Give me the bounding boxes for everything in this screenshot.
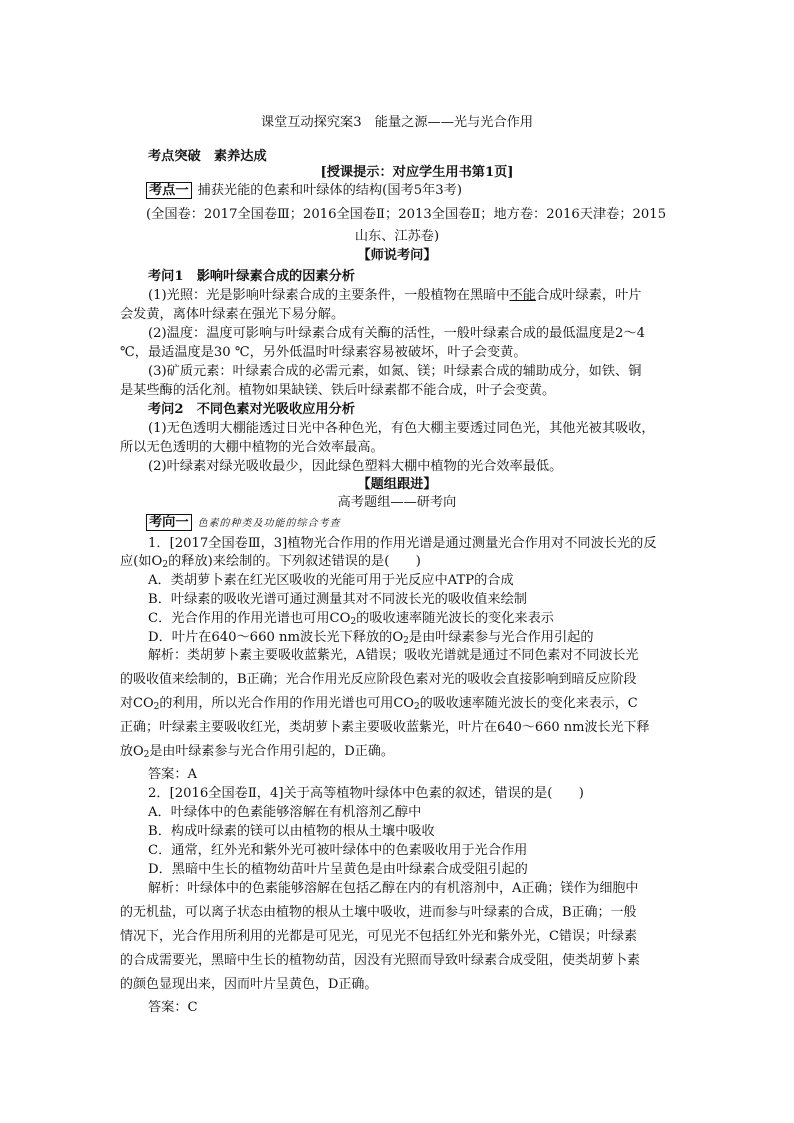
kaodian-sources-line1: (全国卷：2017全国卷Ⅲ；2016全国卷Ⅱ；2013全国卷Ⅱ；地方卷：2016天津卷；2015 <box>146 207 667 222</box>
kaowen1-p3-line1: (3)矿质元素：叶绿素合成的必需元素，如氮、镁；叶绿素合成的辅助成分，如铁、铜 <box>148 364 642 379</box>
q1-stem-line1: 1．[2017全国卷Ⅲ，3]植物光合作用的作用光谱是通过测量光合作用对不同波长光的反 <box>148 536 657 551</box>
kaowen1-p1-line1 <box>148 287 641 305</box>
q1-explanation-line3 <box>120 695 638 713</box>
kaodian-sources-line2: 山东、江苏卷) <box>354 229 440 244</box>
kaowen1-p3-line2: 是某些酶的活化剂。植物如果缺镁、铁后叶绿素都不能合成，叶子会变黄。 <box>120 383 556 398</box>
q2-explanation-line4: 的合成需要光，黑暗中生长的植物幼苗，因没有光照而导致叶绿素合成受阻，使类胡萝卜素 <box>120 953 641 968</box>
tizu-header: 【题组跟进】 <box>357 477 437 492</box>
q2-explanation-line2: 的无机盐，可以离子状态由植物的根从土壤中吸收，进而参与叶绿素的合成，B正确；一般 <box>120 905 637 920</box>
subscript: 2 <box>143 750 150 760</box>
shishuo-header: 【师说考问】 <box>357 248 437 263</box>
q2-stem: 2．[2016全国卷Ⅱ，4]关于高等植物叶绿体中色素的叙述，错误的是( ) <box>148 786 584 801</box>
q2-explanation-line3: 情况下，光合作用所利用的光都是可见光，可见光不包括红外光和紫外光，C错误；叶绿素 <box>120 929 637 944</box>
q2-explanation-line5: 的颜色显现出来，因而叶片呈黄色，D正确。 <box>120 977 378 992</box>
q1-exp-text: 放O <box>120 744 144 759</box>
q1-explanation-line2: 的吸收值来绘制的，B正确；光合作用光反应阶段色素对光的吸收会直接影响到暗反应阶段 <box>120 672 637 687</box>
kaoxiang-tag: 考向一 <box>146 514 192 531</box>
q1-exp-text-end: 是由叶绿素参与光合作用引起的，D正确。 <box>149 744 394 759</box>
page-title: 课堂互动探究案3 能量之源——光与光合作用 <box>260 115 534 130</box>
q1-option-d <box>148 629 594 647</box>
subscript: 2 <box>350 617 357 627</box>
q2-option-a: A．叶绿体中的色素能够溶解在有机溶剂乙醇中 <box>148 805 422 820</box>
kaowen1-p1-text-end: 合成叶绿素，叶片 <box>535 288 642 303</box>
kaowen2-p2: (2)叶绿素对绿光吸收最少，因此绿色塑料大棚中植物的光合效率最低。 <box>148 459 563 474</box>
gaokao-header: 高考题组——研考向 <box>337 495 457 510</box>
q1-option-c <box>148 610 554 628</box>
kaowen2-p1-line2: 所以无色透明的大棚中植物的光合效率最高。 <box>120 440 384 455</box>
teaching-hint: [授课提示：对应学生用书第1页] <box>320 165 514 180</box>
kaoxiang-heading <box>146 514 341 533</box>
q1-option-c-text: C．光合作用的作用光谱也可用CO <box>148 611 351 626</box>
kaowen1-p2-line1: (2)温度：温度可影响与叶绿素合成有关酶的活性，一般叶绿素合成的最低温度是2～4 <box>148 326 646 341</box>
q1-explanation-line1: 解析：类胡萝卜素主要吸收蓝紫光，A错误；吸收光谱就是通过不同色素对不同波长光 <box>148 648 639 663</box>
subscript: 2 <box>162 560 169 570</box>
q2-option-d: D．黑暗中生长的植物幼苗叶片呈黄色是由叶绿素合成受阻引起的 <box>148 862 528 877</box>
kaodian-heading <box>146 182 462 200</box>
kaowen1-p2-line2: ℃，最适温度是30 ℃，另外低温时叶绿素容易被破坏，叶子会变黄。 <box>120 345 527 360</box>
kaowen1-title: 考问1 影响叶绿素合成的因素分析 <box>148 269 355 284</box>
underlined-text: 不能 <box>509 288 536 303</box>
subscript: 2 <box>403 636 409 646</box>
q1-exp-text: 对CO <box>120 696 154 711</box>
q1-option-c-text-end: 的吸收速率随光波长的变化来表示 <box>356 611 554 626</box>
q1-exp-text-end: 的吸收速率随光波长的变化来表示，C <box>419 696 638 711</box>
q1-stem-text-end: 的释放)来绘制的。下列叙述错误的是( ) <box>168 554 421 569</box>
q1-option-d-text-end: 是由叶绿素参与光合作用引起的 <box>408 630 594 645</box>
kaodian-tag: 考点一 <box>146 182 192 199</box>
section-label: 考点突破 素养达成 <box>148 149 267 164</box>
q1-answer: 答案：A <box>148 767 198 782</box>
q1-option-b: B．叶绿素的吸收光谱可通过测量其对不同波长光的吸收值来绘制 <box>148 592 527 607</box>
subscript: 2 <box>153 702 160 712</box>
subscript: 2 <box>413 702 420 712</box>
kaowen1-p1-line2: 会发黄，离体叶绿素在强光下易分解。 <box>120 307 345 322</box>
kaowen1-p1-text: (1)光照：光是影响叶绿素合成的主要条件，一般植物在黑暗中 <box>148 288 510 303</box>
kaowen2-p1-line1: (1)无色透明大棚能透过日光中各种色光，有色大棚主要透过同色光，其他光被其吸收， <box>148 421 655 436</box>
q1-exp-text-mid: 的利用，所以光合作用的作用光谱也可用CO <box>159 696 414 711</box>
q1-stem-text: 应(如O <box>120 554 163 569</box>
kaowen2-title: 考问2 不同色素对光吸收应用分析 <box>148 402 355 417</box>
kaodian-title: 捕获光能的色素和叶绿体的结构(国考5年3考) <box>197 183 463 198</box>
kaoxiang-title: 色素的种类及功能的综合考查 <box>197 518 341 529</box>
q1-explanation-line4: 正确；叶绿素主要吸收红光，类胡萝卜素主要吸收蓝紫光，叶片在640～660 nm波长光下释 <box>120 720 650 735</box>
q2-explanation-line1: 解析：叶绿体中的色素能够溶解在包括乙醇在内的有机溶剂中，A正确；镁作为细胞中 <box>148 881 639 896</box>
q1-option-a: A．类胡萝卜素在红光区吸收的光能可用于光反应中ATP的合成 <box>148 573 514 588</box>
q1-explanation-line5 <box>120 743 394 761</box>
q1-stem-line2 <box>120 553 421 571</box>
q2-answer: 答案：C <box>148 1000 198 1015</box>
q2-option-c: C．通常，红外光和紫外光可被叶绿体中的色素吸收用于光合作用 <box>148 843 528 858</box>
q2-option-b: B．构成叶绿素的镁可以由植物的根从土壤中吸收 <box>148 824 435 839</box>
q1-option-d-text: D．叶片在640～660 nm波长光下释放的O <box>148 630 404 645</box>
